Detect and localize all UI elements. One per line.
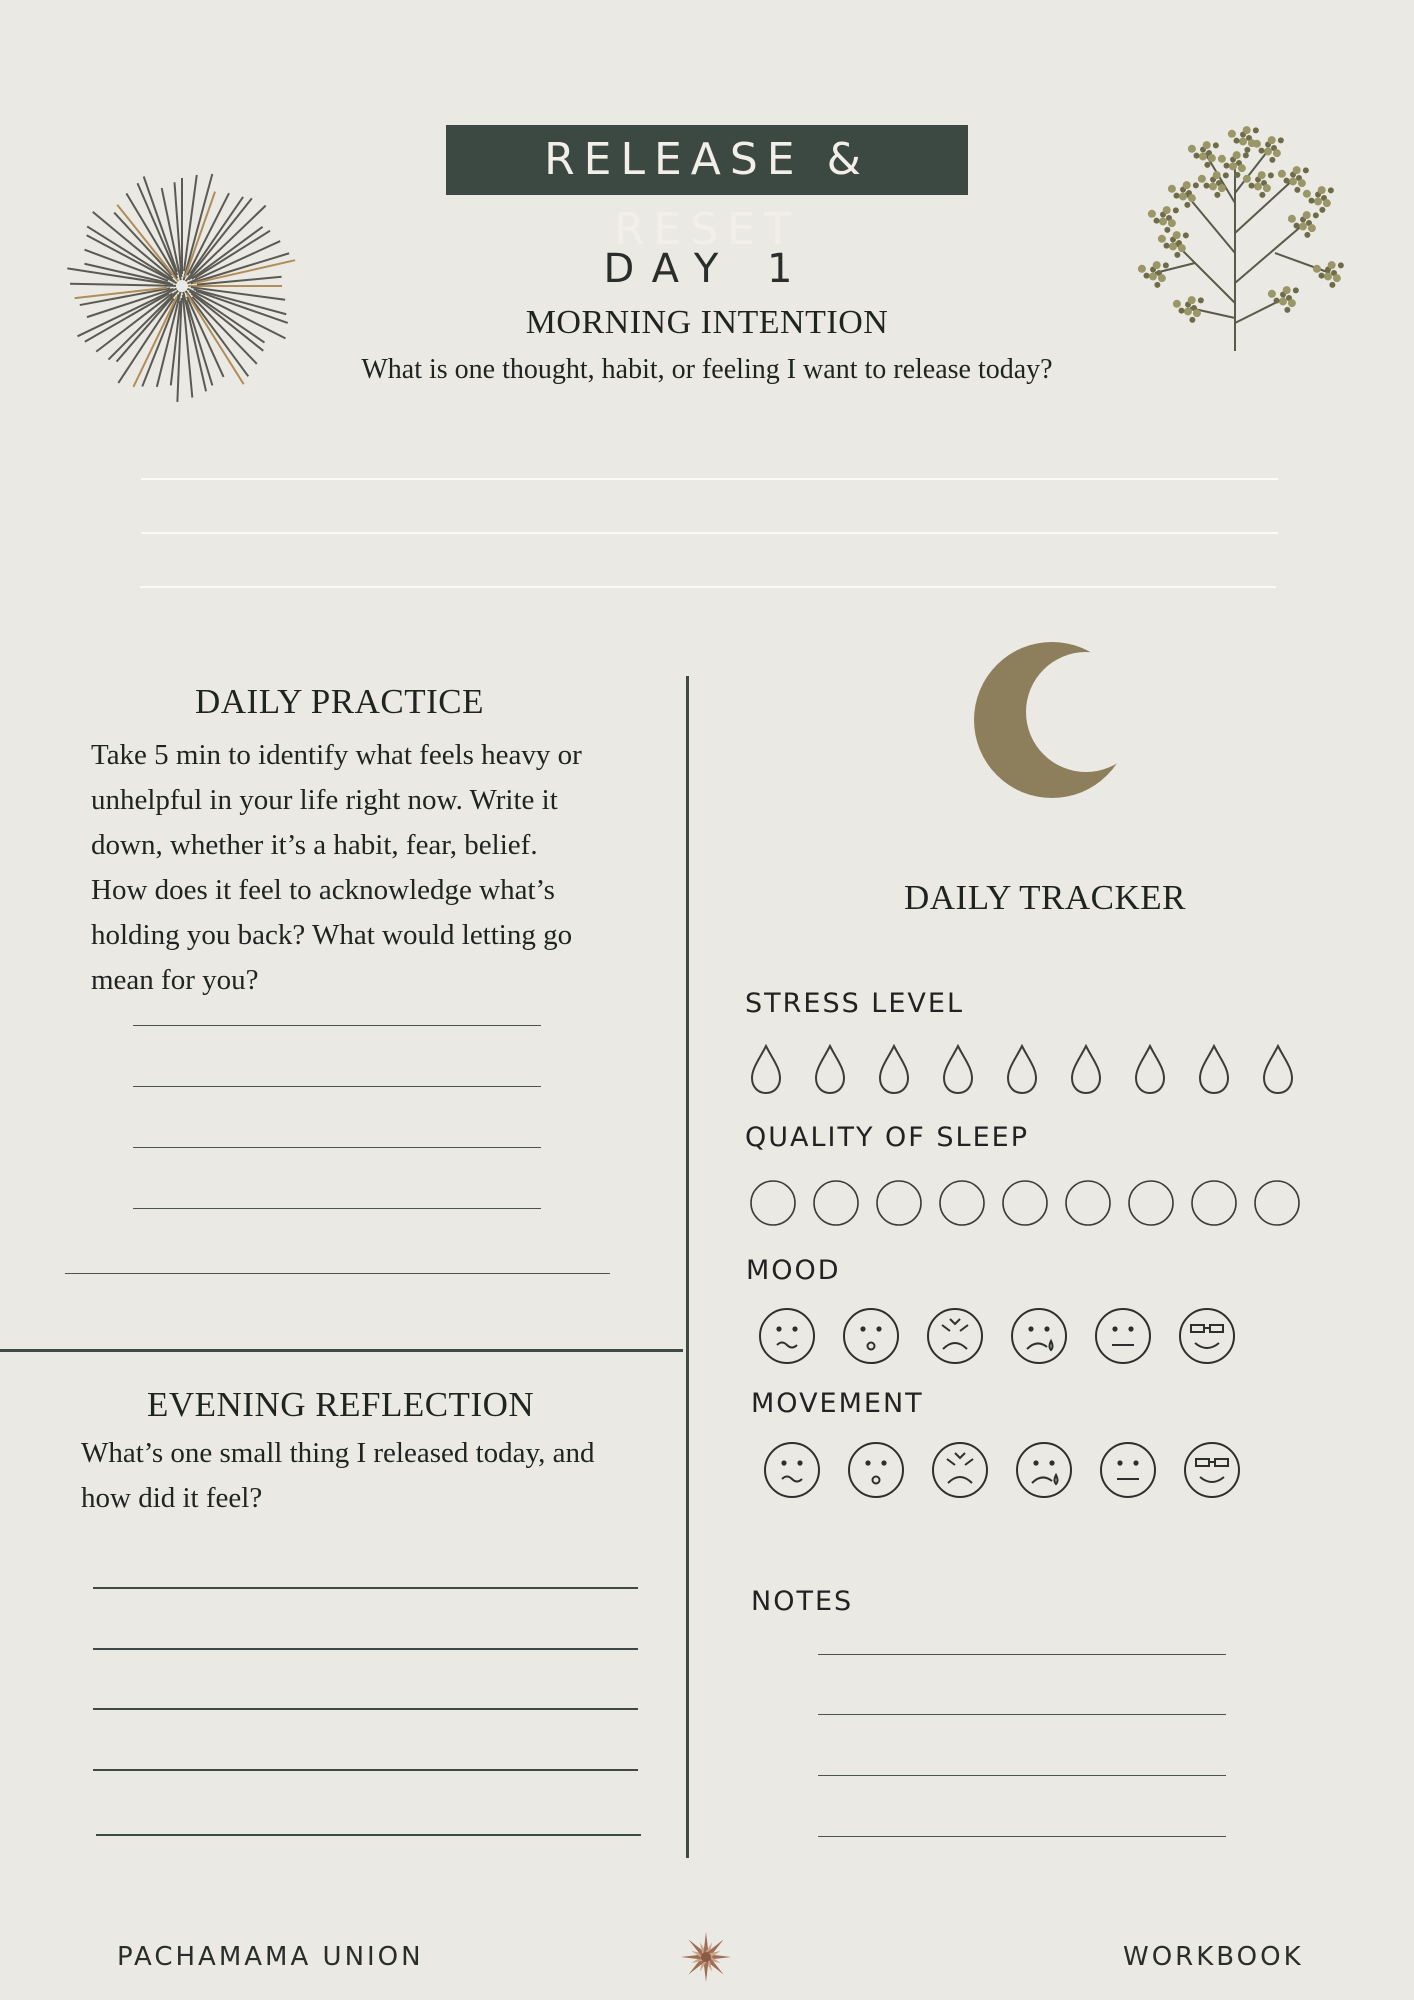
intention-writing-line[interactable] <box>141 532 1278 534</box>
morning-intention-question: What is one thought, habit, or feeling I want to release today? <box>361 354 1053 385</box>
sleep-circle-icon[interactable] <box>750 1180 813 1228</box>
sleep-circle-icon[interactable] <box>1254 1180 1317 1228</box>
page-title: RELEASE & RESET <box>544 134 870 255</box>
section-divider <box>0 1349 683 1352</box>
morning-intention-heading: MORNING INTENTION <box>525 304 889 341</box>
stress-level-scale <box>750 1044 1326 1096</box>
wavy-mouth-face-icon[interactable] <box>758 1307 842 1367</box>
practice-writing-line[interactable] <box>133 1208 541 1209</box>
practice-line: holding you back? What would letting go <box>91 919 573 951</box>
surprised-face-icon[interactable] <box>847 1441 931 1501</box>
practice-line: mean for you? <box>91 964 259 996</box>
water-drop-icon[interactable] <box>1070 1044 1134 1096</box>
sleep-circle-icon[interactable] <box>1065 1180 1128 1228</box>
daily-practice-text <box>91 733 691 1003</box>
title-banner <box>446 125 968 255</box>
sleep-circle-icon[interactable] <box>1191 1180 1254 1228</box>
crying-face-icon[interactable] <box>1010 1307 1094 1367</box>
daily-practice-heading: DAILY PRACTICE <box>195 682 484 721</box>
neutral-face-icon[interactable] <box>1094 1307 1178 1367</box>
day-label: DAY 1 <box>603 246 811 292</box>
mood-scale <box>758 1307 1262 1367</box>
sleep-circle-icon[interactable] <box>1002 1180 1065 1228</box>
intention-writing-line[interactable] <box>140 586 1276 588</box>
practice-writing-line[interactable] <box>133 1025 541 1026</box>
reflection-writing-line[interactable] <box>93 1769 638 1771</box>
reflection-line: how did it feel? <box>81 1482 263 1514</box>
practice-line: How does it feel to acknowledge what’s <box>91 874 555 906</box>
crescent-moon-icon <box>974 640 1124 800</box>
notes-label: NOTES <box>751 1586 854 1617</box>
water-drop-icon[interactable] <box>814 1044 878 1096</box>
crying-face-icon[interactable] <box>1015 1441 1099 1501</box>
sleep-circle-icon[interactable] <box>876 1180 939 1228</box>
practice-line: down, whether it’s a habit, fear, belief. <box>91 829 538 861</box>
sleep-circle-icon[interactable] <box>939 1180 1002 1228</box>
water-drop-icon[interactable] <box>750 1044 814 1096</box>
practice-writing-line[interactable] <box>65 1273 610 1274</box>
surprised-face-icon[interactable] <box>842 1307 926 1367</box>
water-drop-icon[interactable] <box>1198 1044 1262 1096</box>
water-drop-icon[interactable] <box>1006 1044 1070 1096</box>
stress-level-label: STRESS LEVEL <box>745 988 964 1019</box>
daily-tracker-heading: DAILY TRACKER <box>904 878 1187 917</box>
reflection-writing-line[interactable] <box>93 1708 638 1710</box>
notes-writing-line[interactable] <box>818 1714 1226 1715</box>
footer-workbook: WORKBOOK <box>1123 1942 1304 1972</box>
sleep-quality-scale <box>750 1180 1317 1228</box>
practice-line: unhelpful in your life right now. Write it <box>91 784 558 816</box>
sleep-circle-icon[interactable] <box>813 1180 876 1228</box>
practice-writing-line[interactable] <box>133 1147 541 1148</box>
movement-scale <box>763 1441 1267 1501</box>
sleep-circle-icon[interactable] <box>1128 1180 1191 1228</box>
footer-brand: PACHAMAMA UNION <box>117 1942 424 1972</box>
water-drop-icon[interactable] <box>1134 1044 1198 1096</box>
mood-label: MOOD <box>746 1255 841 1286</box>
intention-writing-line[interactable] <box>141 478 1278 480</box>
sleep-quality-label: QUALITY OF SLEEP <box>745 1122 1030 1153</box>
neutral-face-icon[interactable] <box>1099 1441 1183 1501</box>
reflection-writing-line[interactable] <box>93 1587 638 1589</box>
water-drop-icon[interactable] <box>878 1044 942 1096</box>
notes-writing-line[interactable] <box>818 1836 1226 1837</box>
wavy-mouth-face-icon[interactable] <box>763 1441 847 1501</box>
evening-reflection-text <box>81 1431 681 1521</box>
notes-writing-line[interactable] <box>818 1654 1226 1655</box>
reflection-writing-line[interactable] <box>96 1834 641 1836</box>
water-drop-icon[interactable] <box>1262 1044 1326 1096</box>
evening-reflection-heading: EVENING REFLECTION <box>147 1385 535 1424</box>
star-logo-icon <box>679 1930 733 1984</box>
angry-face-icon[interactable] <box>926 1307 1010 1367</box>
angry-face-icon[interactable] <box>931 1441 1015 1501</box>
movement-label: MOVEMENT <box>751 1388 924 1419</box>
water-drop-icon[interactable] <box>942 1044 1006 1096</box>
glasses-smile-face-icon[interactable] <box>1183 1441 1267 1501</box>
notes-writing-line[interactable] <box>818 1775 1226 1776</box>
reflection-writing-line[interactable] <box>93 1648 638 1650</box>
reflection-line: What’s one small thing I released today, and <box>81 1437 595 1469</box>
glasses-smile-face-icon[interactable] <box>1178 1307 1262 1367</box>
practice-line: Take 5 min to identify what feels heavy or <box>91 739 582 771</box>
practice-writing-line[interactable] <box>133 1086 541 1087</box>
